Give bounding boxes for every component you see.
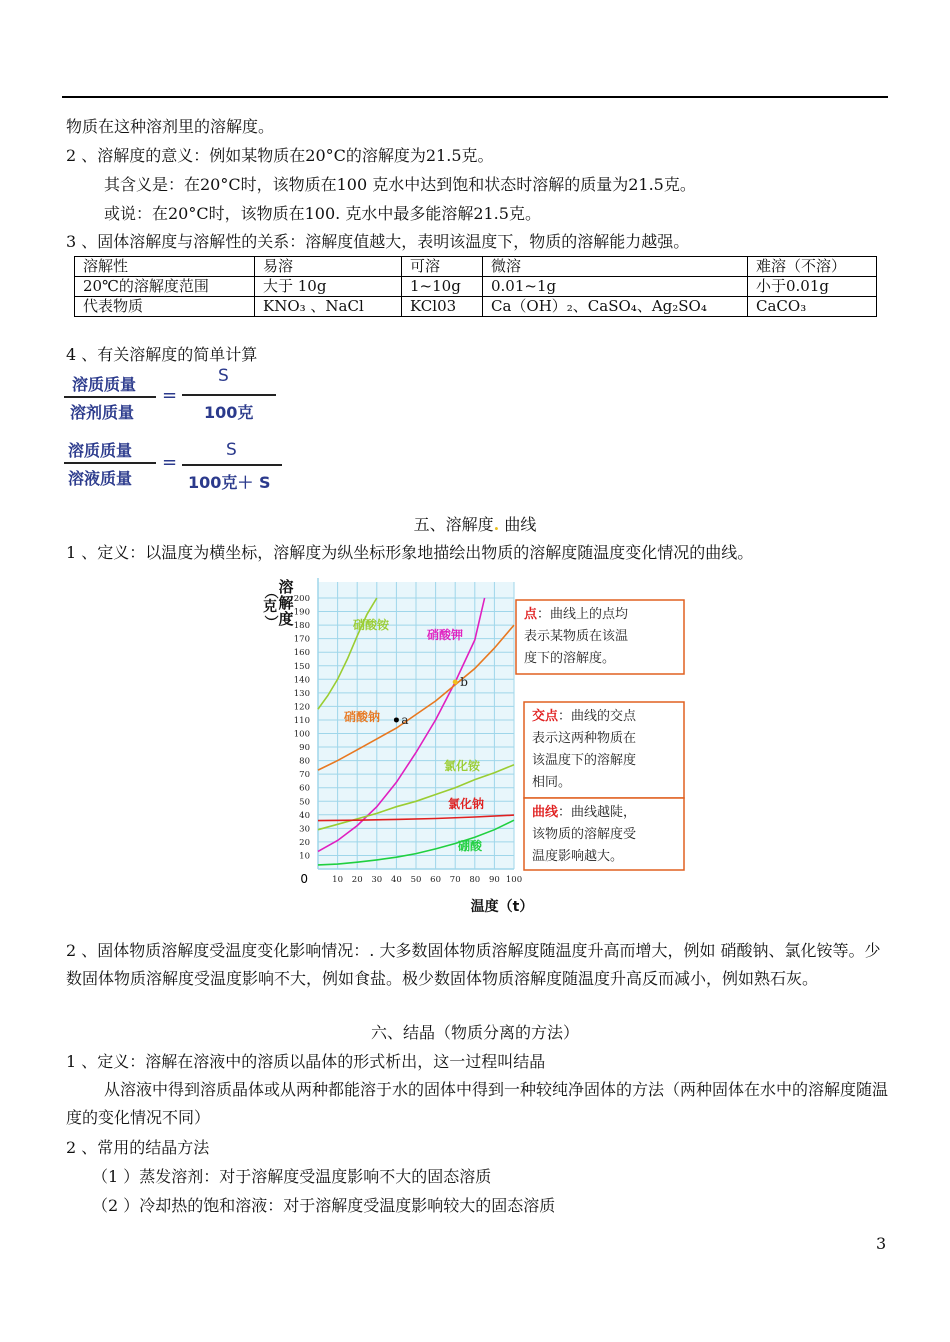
formula-denominator: 溶液质量: [68, 469, 133, 488]
table-row: [75, 277, 877, 297]
text-line: 其含义是：在20°C时，该物质在100 克水中达到饱和状态时溶解的质量为21.5克。: [104, 175, 696, 194]
table-cell: KNO₃ 、NaCl: [255, 297, 402, 317]
list-item: （1 ）蒸发溶剂：对于溶解度受温度影响不大的固态溶质: [92, 1167, 492, 1186]
y-axis-title-char: ）: [262, 615, 278, 629]
table-row: [75, 297, 877, 317]
y-tick-label: 90: [299, 743, 310, 754]
table-cell: 溶解性: [75, 257, 255, 277]
solubility-table: [74, 256, 877, 317]
table-cell: 小于0.01g: [748, 277, 877, 297]
table-cell: 难溶（不溶）: [748, 257, 877, 277]
formula-numerator: 溶质质量: [68, 441, 133, 460]
equals-sign: =: [162, 452, 178, 473]
text-line: 或说：在20°C时，该物质在100. 克水中最多能溶解21.5克。: [104, 204, 541, 223]
x-tick-label: 80: [469, 875, 481, 885]
y-tick-label: 120: [293, 702, 310, 713]
series-label: 氯化铵: [444, 759, 481, 773]
text-line: 2 、溶解度的意义：例如某物质在20°C的溶解度为21.5克。: [66, 146, 494, 165]
formula-result-denominator: 100克＋ S: [188, 473, 271, 492]
y-axis-title-char: 度: [278, 610, 294, 628]
calc-heading: 4 、有关溶解度的简单计算: [66, 345, 258, 364]
y-tick-label: 110: [293, 715, 310, 726]
table-cell: 可溶: [402, 257, 483, 277]
y-axis-title-char: 溶: [278, 578, 294, 596]
annotation-text: 温度影响越大。: [532, 849, 624, 864]
annotation-text: 该温度下的溶解度: [532, 753, 637, 768]
y-tick-label: 30: [299, 824, 310, 835]
x-axis-title: 温度（t）: [470, 899, 534, 915]
y-tick-label: 20: [299, 837, 310, 848]
y-tick-label: 80: [299, 756, 310, 767]
annotation-text: 交点：曲线的交点: [532, 709, 637, 724]
header-rule: [62, 96, 888, 98]
formula-1: [64, 366, 284, 426]
annotation-text: 曲线：曲线越陡，: [532, 805, 637, 820]
x-tick-label: 20: [351, 875, 363, 885]
table-cell: 大于 10g: [255, 277, 402, 297]
x-tick-label: 60: [430, 875, 442, 885]
definition-line: 1 、定义：以温度为横坐标，溶解度为纵坐标形象地描绘出物质的溶解度随温度变化情况的曲线。: [66, 543, 754, 562]
formula-numerator: 溶质质量: [72, 375, 137, 394]
x-tick-label: 50: [410, 875, 422, 885]
list-item: （2 ）冷却热的饱和溶液：对于溶解度受温度影响较大的固态溶质: [92, 1196, 556, 1215]
y-tick-label: 160: [293, 648, 310, 659]
x-tick-label: 30: [371, 875, 383, 885]
fraction-bar: [182, 464, 282, 466]
y-axis-title-char: 克: [263, 599, 277, 615]
y-tick-label: 70: [299, 770, 310, 781]
y-axis-title-char: （: [262, 585, 278, 599]
y-tick-label: 150: [293, 661, 310, 672]
x-tick-label: 90: [488, 875, 500, 885]
y-tick-label: 140: [293, 675, 310, 686]
annotation-text: 度下的溶解度。: [524, 651, 616, 666]
data-point-label: a: [401, 712, 409, 727]
formula-result-numerator: S: [226, 440, 237, 460]
y-tick-label: 100: [293, 729, 310, 740]
data-point-label: b: [460, 675, 468, 690]
y-tick-label: 50: [299, 797, 310, 808]
annotation-text: 该物质的溶解度受: [532, 827, 637, 842]
definition-line: 1 、定义：溶解在溶液中的溶质以晶体的形式析出，这一过程叫结晶: [66, 1052, 546, 1071]
table-cell: 0.01~1g: [483, 277, 748, 297]
series-label: 硝酸钠: [344, 710, 381, 724]
annotation-text: 相同。: [532, 775, 572, 790]
table-cell: 易溶: [255, 257, 402, 277]
series-label: 氯化钠: [448, 797, 485, 811]
series-label: 硝酸钾: [427, 628, 464, 642]
x-tick-label: 70: [449, 875, 461, 885]
table-cell: 微溶: [483, 257, 748, 277]
table-cell: CaCO₃: [748, 297, 877, 317]
equals-sign: =: [162, 385, 178, 406]
fraction-bar: [64, 462, 156, 464]
text-line: 物质在这种溶剂里的溶解度。: [66, 117, 275, 136]
table-row: [75, 257, 877, 277]
formula-result-numerator: S: [218, 366, 229, 386]
fraction-bar: [182, 394, 276, 396]
page-number: 3: [876, 1234, 887, 1253]
table-cell: KCl03: [402, 297, 483, 317]
x-origin-label: 0: [300, 872, 308, 886]
table-cell: 1~10g: [402, 277, 483, 297]
table-cell: 代表物质: [75, 297, 255, 317]
y-tick-label: 60: [299, 783, 310, 794]
formula-2: [64, 434, 284, 494]
text-line: 2 、常用的结晶方法: [66, 1138, 210, 1157]
solubility-curve-chart: [262, 578, 692, 918]
section-title: 五、溶解度. 曲线: [413, 515, 537, 534]
y-tick-label: 130: [293, 688, 310, 699]
x-tick-label: 10: [332, 875, 344, 885]
formula-result-denominator: 100克: [204, 403, 254, 422]
series-label: 硼酸: [458, 839, 483, 853]
annotation-text: 表示这两种物质在: [532, 731, 637, 746]
y-tick-label: 170: [293, 634, 310, 645]
paragraph: 2 、固体物质溶解度受温度变化影响情况：. 大多数固体物质溶解度随温度升高而增大，例如 硝酸钠、氯化铵等。少数固体物质溶解度受温度影响不大，例如食盐。极少数固体物质溶解度随温度升高反而减小，例如熟石灰。: [66, 941, 881, 988]
annotation-text: 表示某物质在该温: [524, 629, 629, 644]
section-title-part: 曲线: [504, 515, 537, 534]
section-title: 六、结晶（物质分离的方法）: [370, 1023, 579, 1042]
x-tick-label: 100: [505, 875, 523, 885]
y-tick-label: 200: [293, 594, 310, 604]
table-cell: 20℃的溶解度范围: [75, 277, 255, 297]
y-axis-title-char: 解: [278, 594, 294, 612]
paragraph: 从溶液中得到溶质晶体或从两种都能溶于水的固体中得到一种较纯净固体的方法（两种固体在水中的溶解度随温度的变化情况不同）: [66, 1080, 889, 1127]
y-tick-label: 40: [299, 810, 310, 821]
table-cell: Ca（OH）₂、CaSO₄、Ag₂SO₄: [483, 297, 748, 317]
series-label: 硝酸铵: [353, 618, 390, 632]
annotation-text: 点：曲线上的点均: [524, 607, 629, 622]
data-point: [394, 717, 399, 722]
x-tick-label: 40: [390, 875, 402, 885]
text-line: 3 、固体溶解度与溶解性的关系：溶解度值越大，表明该温度下，物质的溶解能力越强。: [66, 232, 690, 251]
y-tick-label: 180: [293, 621, 310, 632]
data-point: [453, 680, 458, 685]
section-title-part: 五、溶解度: [413, 515, 494, 534]
formula-denominator: 溶剂质量: [70, 403, 135, 422]
fraction-bar: [64, 396, 156, 398]
y-tick-label: 190: [293, 607, 310, 618]
y-tick-label: 10: [299, 851, 310, 862]
